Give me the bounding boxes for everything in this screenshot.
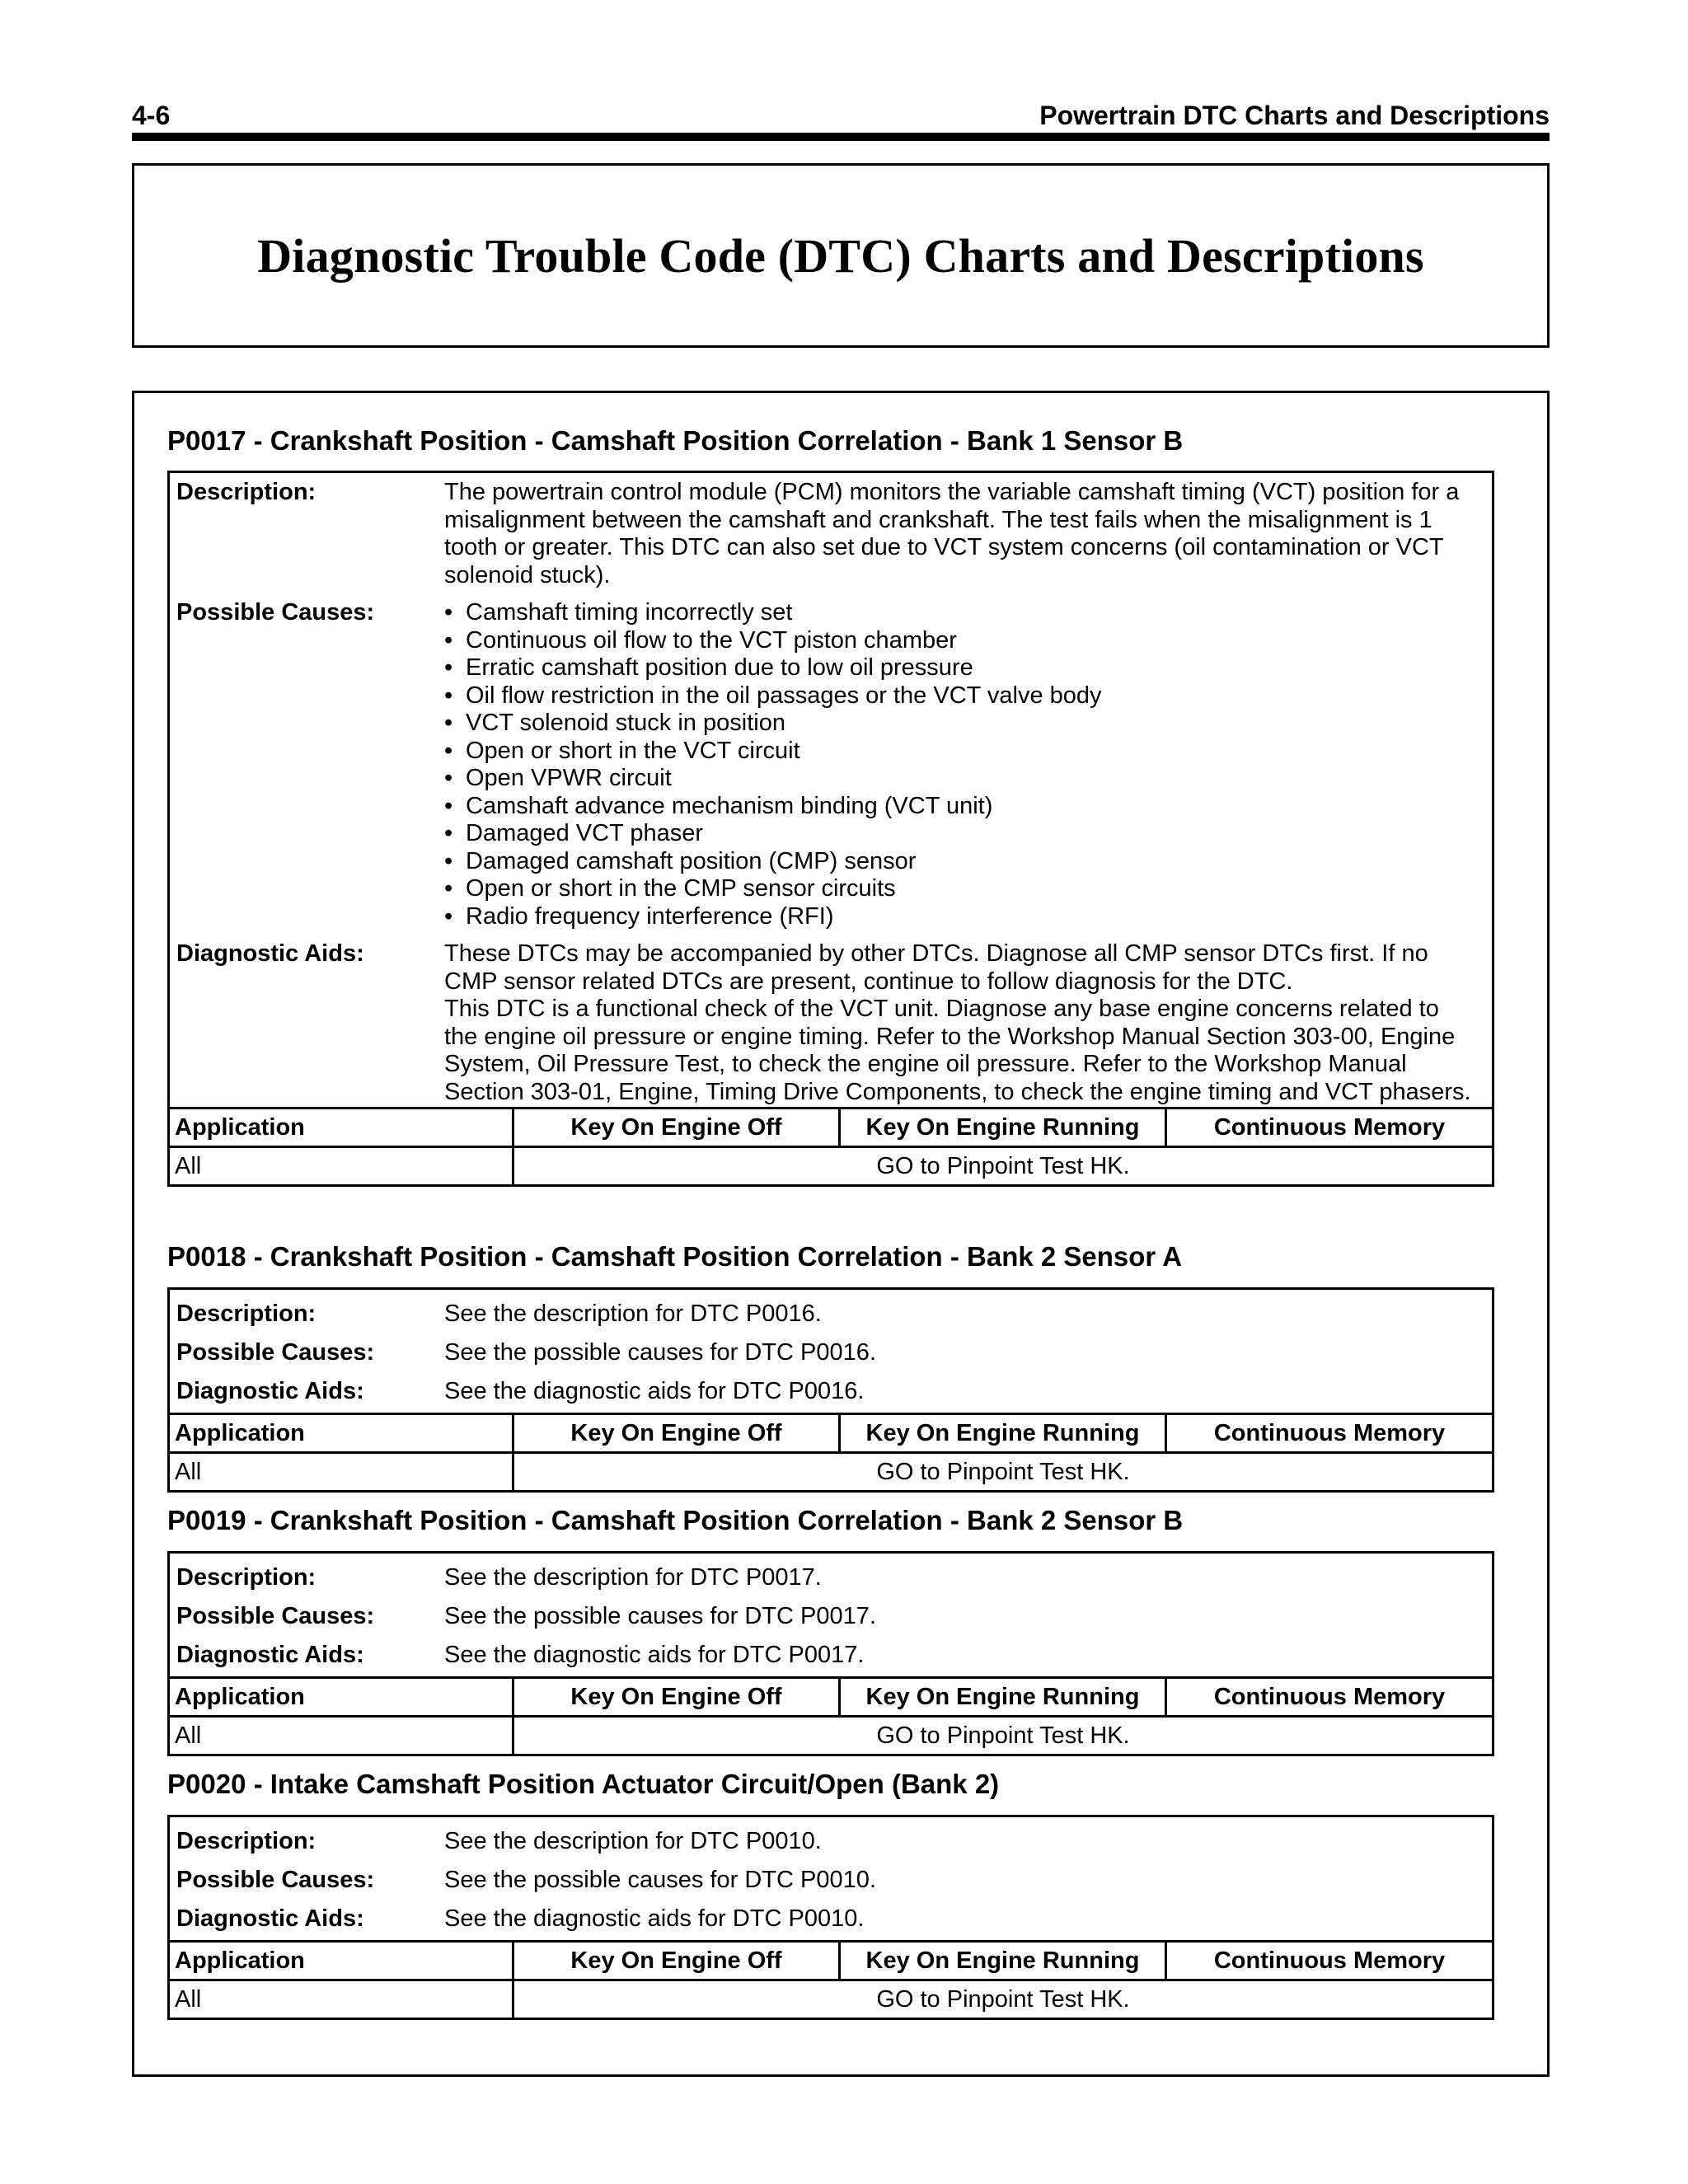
pinpoint-test-action: GO to Pinpoint Test HK. (876, 1153, 1130, 1179)
running-header (132, 97, 1550, 134)
possible-causes-row (170, 1597, 1492, 1636)
description-row (170, 1822, 1492, 1861)
application-value: All (170, 1454, 514, 1490)
description-value: See the description for DTC P0017. (444, 1564, 822, 1591)
description-row (170, 1295, 1492, 1333)
diagnostic-aids-row (170, 1372, 1492, 1411)
application-value: All (170, 1718, 514, 1754)
list-item: • Damaged VCT phaser (444, 820, 1472, 848)
column-header-koer: Key On Engine Running (841, 1679, 1167, 1715)
dtc-title-p0020: P0020 - Intake Camshaft Position Actuator Circuit/Open (Bank 2) (167, 1769, 1000, 1799)
list-item: • Camshaft advance mechanism binding (VCT unit) (444, 793, 1472, 821)
header-rule (132, 133, 1550, 141)
dtc-table-p0017 (167, 471, 1494, 1187)
diagnostic-aids-row (170, 1900, 1492, 1938)
page-title: Diagnostic Trouble Code (DTC) Charts and Descriptions (257, 228, 1424, 283)
column-header-koeo: Key On Engine Off (514, 1943, 841, 1979)
possible-causes-label: Possible Causes: (176, 1867, 375, 1893)
possible-causes-value: See the possible causes for DTC P0010. (444, 1867, 876, 1893)
column-header-koeo: Key On Engine Off (514, 1109, 841, 1146)
running-title: Powertrain DTC Charts and Descriptions (1039, 101, 1550, 130)
list-item: • Damaged camshaft position (CMP) sensor (444, 848, 1472, 876)
possible-causes-row (170, 1861, 1492, 1900)
diagnostic-aids-value: See the diagnostic aids for DTC P0016. (444, 1378, 865, 1404)
dtc-table-p0019 (167, 1551, 1494, 1756)
application-value: All (170, 1148, 514, 1184)
diagnostic-aids-label: Diagnostic Aids: (176, 1642, 364, 1668)
application-header-row (170, 1676, 1492, 1715)
column-header-application: Application (170, 1943, 514, 1979)
page-number: 4-6 (132, 101, 171, 130)
list-item: • Open or short in the VCT circuit (444, 738, 1472, 766)
list-item: • Erratic camshaft position due to low oil pressure (444, 654, 1472, 682)
list-item: • Open or short in the CMP sensor circuits (444, 875, 1472, 903)
column-header-koeo: Key On Engine Off (514, 1679, 841, 1715)
column-header-cm: Continuous Memory (1213, 1114, 1446, 1141)
diagnostic-aids-row (170, 940, 1492, 1106)
column-header-application: Application (170, 1415, 514, 1451)
description-value: See the description for DTC P0010. (444, 1828, 822, 1854)
list-item: • Radio frequency interference (RFI) (444, 903, 1472, 931)
diagnostic-aids-value: See the diagnostic aids for DTC P0017. (444, 1642, 865, 1668)
title-box (132, 163, 1550, 348)
dtc-table-p0020 (167, 1815, 1494, 2020)
list-item: • Continuous oil flow to the VCT piston chamber (444, 627, 1472, 655)
list-item: • Oil flow restriction in the oil passages or the VCT valve body (444, 682, 1472, 710)
application-header-row (170, 1413, 1492, 1451)
description-row (170, 479, 1492, 589)
possible-causes-value: See the possible causes for DTC P0016. (444, 1339, 876, 1366)
possible-causes-value: See the possible causes for DTC P0017. (444, 1603, 876, 1629)
application-row (170, 1979, 1492, 2018)
column-header-application: Application (170, 1679, 514, 1715)
application-row (170, 1715, 1492, 1754)
pinpoint-test-action: GO to Pinpoint Test HK. (876, 1459, 1130, 1485)
diagnostic-aids-label: Diagnostic Aids: (176, 940, 364, 967)
application-row (170, 1146, 1492, 1184)
column-header-application: Application (170, 1109, 514, 1146)
list-item: • Open VPWR circuit (444, 765, 1472, 793)
application-header-row (170, 1107, 1492, 1146)
list-item: • VCT solenoid stuck in position (444, 710, 1472, 738)
dtc-title-p0018: P0018 - Crankshaft Position - Camshaft Position Correlation - Bank 2 Sensor A (167, 1241, 1183, 1272)
diagnostic-aids-label: Diagnostic Aids: (176, 1378, 364, 1404)
diagnostic-aids-label: Diagnostic Aids: (176, 1905, 364, 1932)
dtc-table-p0018 (167, 1287, 1494, 1493)
possible-causes-label: Possible Causes: (176, 599, 375, 626)
description-label: Description: (176, 1301, 316, 1327)
list-item: • Camshaft timing incorrectly set (444, 599, 1472, 627)
pinpoint-test-action: GO to Pinpoint Test HK. (876, 1722, 1130, 1749)
application-value: All (170, 1981, 514, 2018)
possible-causes-row (170, 599, 1492, 930)
column-header-koer: Key On Engine Running (841, 1109, 1167, 1146)
column-header-cm: Continuous Memory (1213, 1420, 1446, 1446)
diagnostic-aids-value: See the diagnostic aids for DTC P0010. (444, 1905, 865, 1932)
diagnostic-aids-row (170, 1636, 1492, 1675)
description-value: See the description for DTC P0016. (444, 1301, 822, 1327)
possible-causes-label: Possible Causes: (176, 1339, 375, 1366)
application-row (170, 1451, 1492, 1490)
dtc-title-p0019: P0019 - Crankshaft Position - Camshaft Position Correlation - Bank 2 Sensor B (167, 1505, 1184, 1535)
dtc-title-p0017: P0017 - Crankshaft Position - Camshaft Position Correlation - Bank 1 Sensor B (167, 425, 1184, 456)
application-header-row (170, 1940, 1492, 1979)
description-label: Description: (176, 479, 316, 505)
possible-causes-row (170, 1333, 1492, 1372)
column-header-cm: Continuous Memory (1213, 1684, 1446, 1710)
column-header-koeo: Key On Engine Off (514, 1415, 841, 1451)
description-label: Description: (176, 1828, 316, 1854)
column-header-koer: Key On Engine Running (841, 1943, 1167, 1979)
description-label: Description: (176, 1564, 316, 1591)
possible-causes-list (444, 599, 1492, 930)
description-row (170, 1558, 1492, 1597)
column-header-cm: Continuous Memory (1213, 1947, 1446, 1974)
column-header-koer: Key On Engine Running (841, 1415, 1167, 1451)
pinpoint-test-action: GO to Pinpoint Test HK. (876, 1986, 1130, 2013)
possible-causes-label: Possible Causes: (176, 1603, 375, 1629)
description-value: The powertrain control module (PCM) monitors the variable camshaft timing (VCT) position for a misalignment between the camshaft and crankshaft. The test fails when the misalignment is 1 tooth or greater. This DTC can also set due to VCT system concerns (oil contamination or VCT solenoid stuck). (444, 479, 1460, 588)
diagnostic-aids-value: These DTCs may be accompanied by other DTCs. Diagnose all CMP sensor DTCs first. If no CMP sensor related DTCs are present, continue to follow diagnosis for the DTC. This DTC is a functional check of the VCT unit. Diagnose any base engine concerns related to the engine oil pressure or engine timing. Refer to the Workshop Manual Section 303-00, Engine System, Oil Pressure Test, to check the engine oil pressure. Refer to the Workshop Manual Section 303-01, Engine, Timing Drive Components, to check the engine timing and VCT phasers. (444, 940, 1471, 1105)
dtc-content-box (132, 391, 1550, 2077)
